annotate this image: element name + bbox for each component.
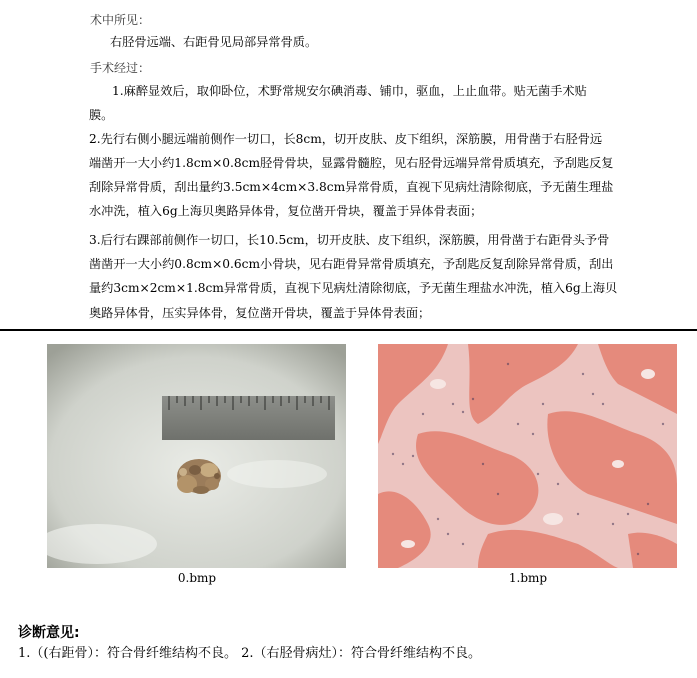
procedure-line: 1.麻醉显效后，取仰卧位，术野常规安尔碘消毒、铺巾，驱血，上止血带。贴无菌手术贴 <box>112 84 587 98</box>
histology-slide <box>378 344 677 568</box>
procedure-line: 2.先行右侧小腿远端前侧作一切口，长8cm，切开皮肤、皮下组织，深筋膜，用骨凿于右胫骨远 <box>89 132 603 146</box>
procedure-line: 膜。 <box>89 108 114 122</box>
specimen-photo <box>47 344 346 568</box>
procedure-line: 刮除异常骨质，刮出量约3.5cm×4cm×3.8cm异常骨质，直视下见病灶清除彻底，予无菌生理盐 <box>89 180 614 194</box>
procedure-line: 奥路异体骨，压实异体骨，复位凿开骨块，覆盖于异体骨表面； <box>89 306 431 320</box>
procedure-line: 端凿开一大小约1.8cm×0.8cm胫骨骨块，显露骨髓腔，见右胫骨远端异常骨质填充，予刮匙反复 <box>89 156 614 170</box>
diagnosis-text: 1.（(右距骨）：符合骨纤维结构不良。 2.（右胫骨病灶）：符合骨纤维结构不良。 <box>18 646 482 661</box>
findings-text: 右胫骨远端、右距骨见局部异常骨质。 <box>110 35 318 49</box>
procedure-line: 水冲洗，植入6g上海贝奥路异体骨，复位凿开骨块，覆盖于异体骨表面； <box>89 204 483 218</box>
procedure-label: 手术经过： <box>90 61 151 75</box>
procedure-line: 3.后行右踝部前侧作一切口，长10.5cm，切开皮肤、皮下组织，深筋膜，用骨凿于右距骨头予骨 <box>89 233 610 247</box>
histology-caption: 1.bmp <box>508 571 548 585</box>
specimen-caption: 0.bmp <box>177 571 217 585</box>
procedure-line: 量约3cm×2cm×1.8cm异常骨质，直视下见病灶清除彻底，予无菌生理盐水冲洗，植入6g上海贝 <box>89 281 618 295</box>
findings-label: 术中所见： <box>90 13 151 27</box>
section-divider <box>0 329 697 331</box>
diagnosis-title: 诊断意见: <box>18 625 80 641</box>
procedure-line: 凿凿开一大小约0.8cm×0.6cm小骨块，见右距骨异常骨质填充，予刮匙反复刮除异常骨质，刮出 <box>89 257 614 271</box>
